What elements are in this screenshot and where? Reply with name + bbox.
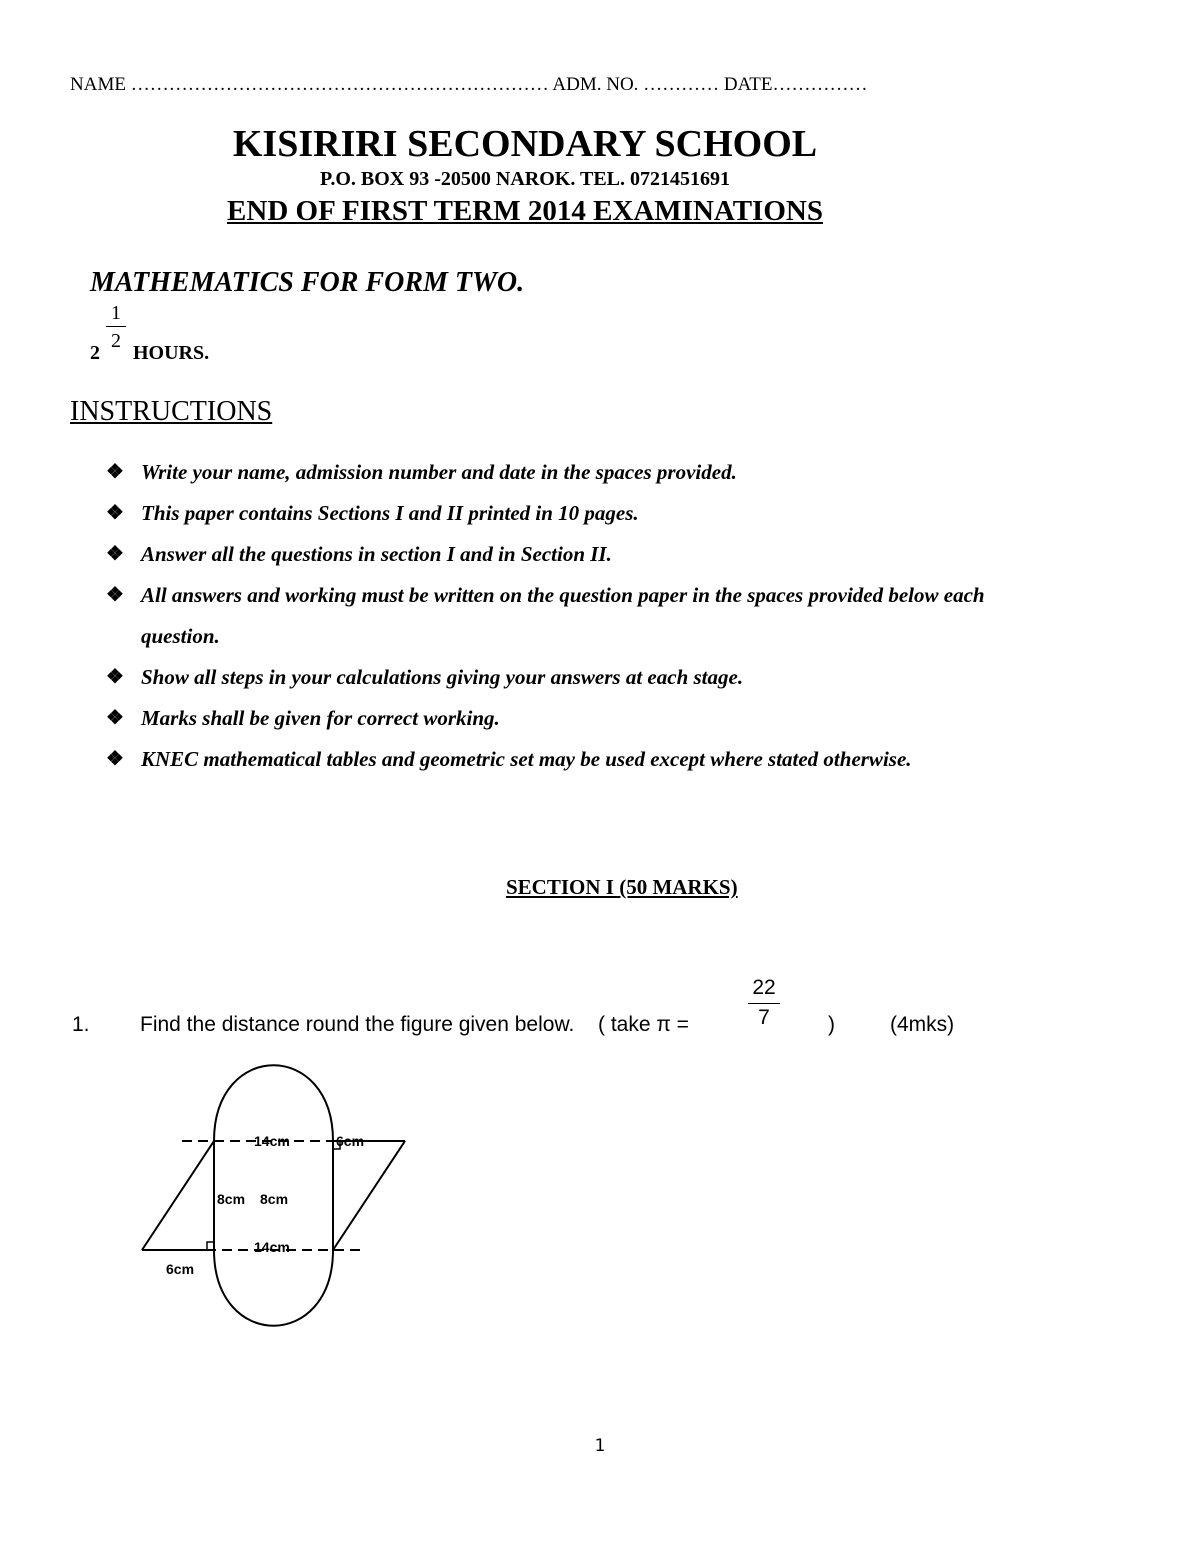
- top-semicircle: [214, 1065, 333, 1141]
- fraction-bar: [748, 1003, 780, 1004]
- diamond-bullet-icon: ❖: [106, 707, 124, 729]
- page-number: 1: [594, 1436, 606, 1456]
- instruction-item: [106, 739, 1106, 780]
- duration-unit: HOURS.: [133, 342, 210, 364]
- diamond-bullet-icon: ❖: [106, 502, 124, 524]
- section-title: SECTION I (50 MARKS): [506, 875, 738, 899]
- diamond-bullet-icon: ❖: [106, 666, 124, 688]
- fraction-bar: [106, 326, 126, 327]
- instruction-item: [106, 698, 1106, 739]
- subject-title: MATHEMATICS FOR FORM TWO.: [90, 267, 525, 298]
- instruction-text: Answer all the questions in section I and in Section II.: [141, 542, 612, 566]
- parallelogram-left-side: [142, 1141, 214, 1250]
- label-right-8cm: 8cm: [260, 1191, 289, 1207]
- instruction-item: [106, 657, 1106, 698]
- duration-denominator: 2: [111, 330, 121, 352]
- label-top-6cm: 6cm: [336, 1133, 365, 1149]
- bottom-semicircle: [214, 1250, 333, 1326]
- instruction-item: [106, 575, 1106, 657]
- question-marks: (4mks): [890, 1013, 955, 1036]
- diamond-bullet-icon: ❖: [106, 461, 124, 483]
- instruction-text: KNEC mathematical tables and geometric set may be used except where stated otherwise.: [141, 747, 912, 771]
- diamond-bullet-icon: ❖: [106, 584, 124, 606]
- instructions-list: [106, 452, 1106, 780]
- label-left-8cm: 8cm: [217, 1191, 246, 1207]
- right-angle-marker-bottom: [207, 1242, 214, 1250]
- label-bottom-14cm: 14cm: [254, 1239, 290, 1255]
- instruction-text-continued: question.: [141, 624, 220, 648]
- question-number: 1.: [72, 1013, 90, 1036]
- question-text: Find the distance round the figure given below.: [140, 1013, 575, 1036]
- instruction-text: Marks shall be given for correct working.: [141, 706, 500, 730]
- pi-denominator: 7: [758, 1006, 770, 1029]
- pi-numerator: 22: [752, 976, 776, 999]
- instruction-item: [106, 452, 1106, 493]
- question-close-paren: ): [828, 1013, 835, 1036]
- instruction-item: [106, 534, 1106, 575]
- exam-title: END OF FIRST TERM 2014 EXAMINATIONS: [227, 195, 823, 227]
- school-name: KISIRIRI SECONDARY SCHOOL: [232, 123, 818, 165]
- duration-fraction: [106, 302, 126, 352]
- label-top-14cm: 14cm: [254, 1133, 290, 1149]
- duration-numerator: 1: [111, 302, 121, 324]
- school-address: P.O. BOX 93 -20500 NAROK. TEL. 0721451691: [319, 168, 731, 190]
- instruction-text: Show all steps in your calculations giving your answers at each stage.: [141, 665, 744, 689]
- instruction-text: All answers and working must be written on the question paper in the spaces provided below each: [141, 583, 985, 607]
- instruction-item: [106, 493, 1106, 534]
- student-details-line: NAME ………………………………………………………… ADM. NO. ………… DATE……………: [70, 74, 868, 95]
- instructions-title: INSTRUCTIONS: [70, 396, 273, 427]
- duration-whole: 2: [90, 342, 100, 364]
- instruction-text: Write your name, admission number and date in the spaces provided.: [141, 460, 737, 484]
- question-pi-take: ( take π =: [598, 1013, 689, 1036]
- label-bottom-6cm: 6cm: [166, 1261, 195, 1277]
- parallelogram-right-side: [333, 1141, 405, 1250]
- diamond-outline-bullet-icon: ❖: [106, 748, 124, 770]
- figure-diagram: [130, 1060, 420, 1335]
- diamond-bullet-icon: ❖: [106, 543, 124, 565]
- pi-fraction: [748, 976, 780, 1030]
- instruction-text: This paper contains Sections I and II printed in 10 pages.: [141, 501, 639, 525]
